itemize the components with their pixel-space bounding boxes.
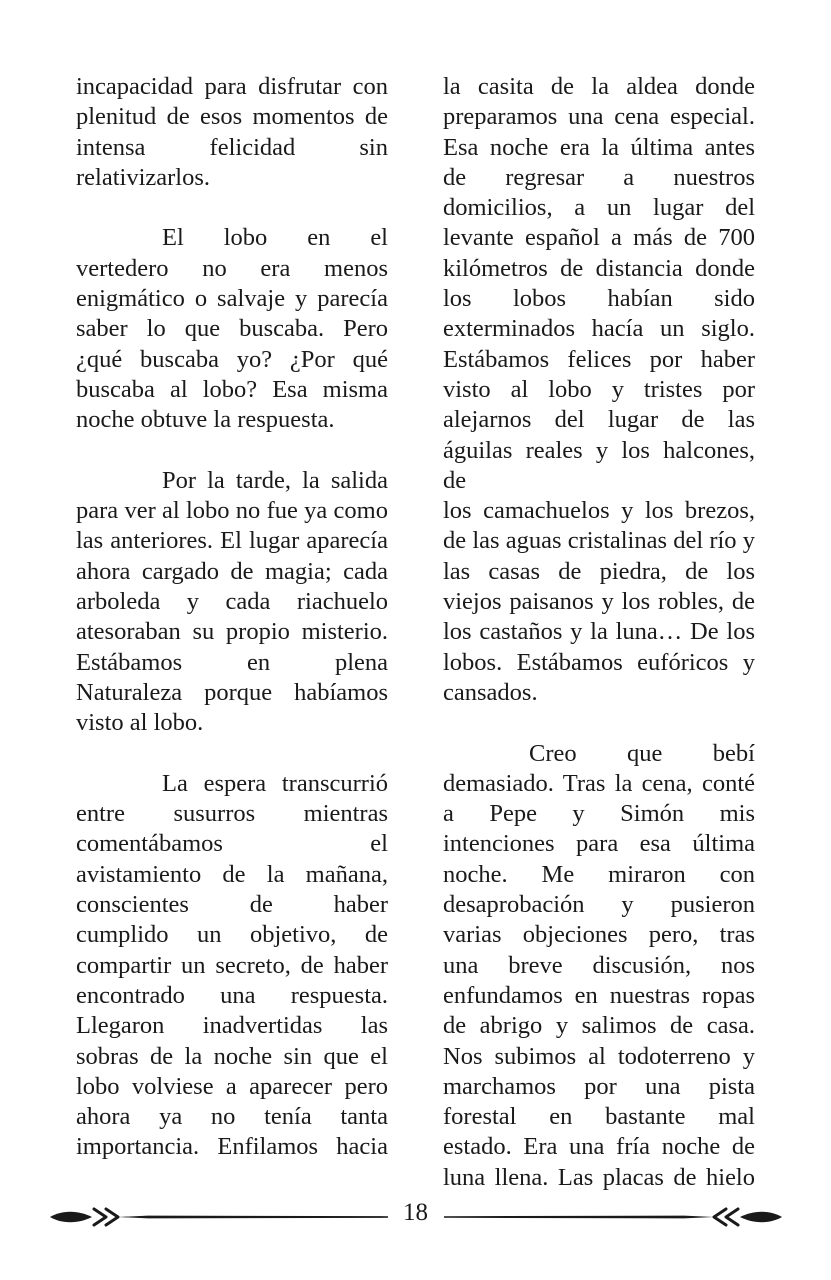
text-line: cansados. <box>443 678 538 706</box>
text-line: buscaba al lobo? Esa misma <box>76 375 388 403</box>
text-line: exterminados hacía un siglo. <box>443 315 755 343</box>
text-line: para ver al lobo no fue ya como <box>76 497 388 525</box>
text-line: preparamos una cena especial. <box>443 103 755 131</box>
text-line: de abrigo y salimos de casa. <box>443 1012 755 1040</box>
text-line: Por la tarde, la salida <box>162 466 388 494</box>
text-line: noche obtuve la respuesta. <box>76 406 335 434</box>
text-line: lobos. Estábamos eufóricos y <box>443 648 755 676</box>
paragraph <box>76 223 388 435</box>
paragraph <box>76 72 388 193</box>
text-line: de regresar a nuestros <box>443 163 755 191</box>
text-line: encontrado una respuesta. <box>76 981 388 1009</box>
text-line: ahora cargado de magia; cada <box>76 557 388 585</box>
text-line: El lobo en el <box>162 224 388 252</box>
text-line: saber lo que buscaba. Pero <box>76 315 388 343</box>
text-line: levante español a más de 700 <box>443 224 755 252</box>
text-line: La espera transcurrió <box>162 769 388 797</box>
paragraph <box>443 72 755 708</box>
text-line: intenciones para esa última <box>443 830 755 858</box>
text-line: los lobos habían sido <box>443 285 755 313</box>
text-line: visto al lobo. <box>76 709 204 737</box>
text-line: visto al lobo y tristes por <box>443 375 755 403</box>
text-line: enigmático o salvaje y parecía <box>76 285 388 313</box>
page-number: 18 <box>403 1199 428 1226</box>
left-text-column <box>76 72 388 1193</box>
text-line: los camachuelos y los brezos, <box>443 497 755 525</box>
text-line: Llegaron inadvertidas las <box>76 1012 388 1040</box>
text-line: comentábamos el <box>76 830 388 858</box>
text-line: noche. Me miraron con <box>443 860 755 888</box>
text-line: intensa felicidad sin <box>76 133 388 161</box>
text-line: Esa noche era la última antes <box>443 133 755 161</box>
text-line: ahora ya no tenía tanta <box>76 1103 388 1131</box>
text-line: conscientes de haber <box>76 891 388 919</box>
text-line: atesoraban su propio misterio. <box>76 618 388 646</box>
text-line: plenitud de esos momentos de <box>76 103 388 131</box>
text-line: sobras de la noche sin que el <box>76 1042 388 1070</box>
text-line: alejarnos del lugar de las <box>443 406 755 434</box>
text-line: desaprobación y pusieron <box>443 891 755 919</box>
text-line: de las aguas cristalinas del río y <box>443 527 755 555</box>
text-line: vertedero no era menos <box>76 254 388 282</box>
text-line: ¿qué buscaba yo? ¿Por qué <box>76 345 388 373</box>
text-line: compartir un secreto, de haber <box>76 951 388 979</box>
text-line: incapacidad para disfrutar con <box>76 73 388 100</box>
text-line: la casita de la aldea donde <box>443 73 755 100</box>
paragraph <box>76 769 388 1163</box>
text-line: estado. Era una fría noche de <box>443 1133 755 1161</box>
text-line: luna llena. Las placas de hielo <box>443 1163 755 1191</box>
text-line: demasiado. Tras la cena, conté <box>443 769 755 797</box>
text-line: una breve discusión, nos <box>443 951 755 979</box>
paragraph <box>76 466 388 739</box>
text-line: águilas reales y los halcones, de <box>443 436 755 494</box>
text-line: domicilios, a un lugar del <box>443 194 755 222</box>
right-text-column <box>443 72 755 1223</box>
text-line: arboleda y cada riachuelo <box>76 588 388 616</box>
text-line: importancia. Enfilamos hacia <box>76 1133 388 1161</box>
text-line: a Pepe y Simón mis <box>443 800 755 828</box>
text-line: entre susurros mientras <box>76 800 388 828</box>
text-line: Estábamos felices por haber <box>443 345 755 373</box>
text-line: avistamiento de la mañana, <box>76 860 388 888</box>
text-line: lobo volviese a aparecer pero <box>76 1072 388 1100</box>
text-line: forestal en bastante mal <box>443 1103 755 1131</box>
text-line: marchamos por una pista <box>443 1072 755 1100</box>
text-line: Nos subimos al todoterreno y <box>443 1042 755 1070</box>
text-line: las casas de piedra, de los <box>443 557 755 585</box>
text-line: Estábamos en plena <box>76 648 388 676</box>
text-line: las anteriores. El lugar aparecía <box>76 527 388 555</box>
text-line: cumplido un objetivo, de <box>76 921 388 949</box>
paragraph <box>443 739 755 1193</box>
text-line: relativizarlos. <box>76 163 211 191</box>
text-line: Naturaleza porque habíamos <box>76 678 388 706</box>
text-line: kilómetros de distancia donde <box>443 254 755 282</box>
text-line: los castaños y la luna… De los <box>443 618 755 646</box>
text-line: enfundamos en nuestras ropas <box>443 981 755 1009</box>
text-line: viejos paisanos y los robles, de <box>443 588 755 616</box>
text-line: varias objeciones pero, tras <box>443 921 755 949</box>
text-line: Creo que bebí <box>529 739 755 767</box>
